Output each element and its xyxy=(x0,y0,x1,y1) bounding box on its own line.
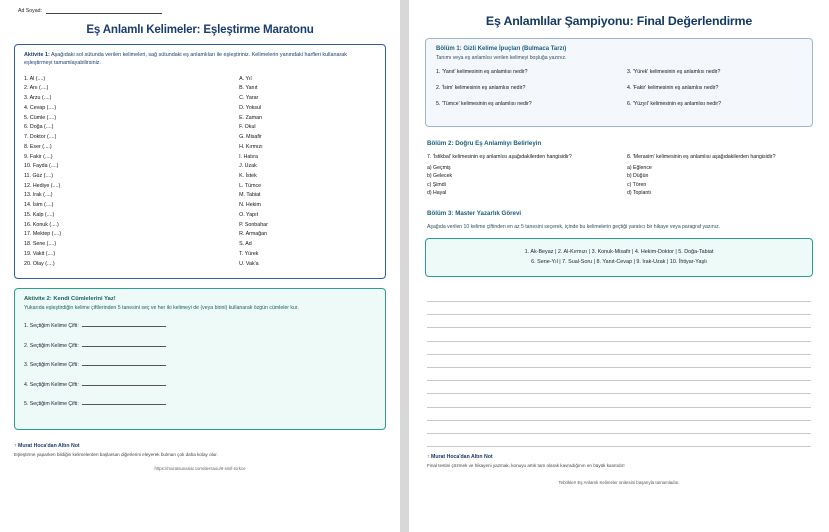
match-column-left xyxy=(24,75,221,270)
activity2-answer-line[interactable] xyxy=(82,380,166,386)
list-item[interactable]: 16. Konuk (....) xyxy=(24,221,59,228)
option-item[interactable]: b) Gelecek xyxy=(427,173,453,180)
word-bank-line: 6. Sene-Yıl | 7. Sual-Soru | 8. Yanıt-Cevap | 9. Irak-Uzak | 10. İhtiyar-Yaşlı xyxy=(531,259,707,266)
name-input-line[interactable] xyxy=(46,8,162,14)
writing-line[interactable] xyxy=(427,368,811,381)
activity2-item-label: 4. Seçtiğim Kelime Çifti: xyxy=(24,381,79,388)
question-block-7 xyxy=(427,154,611,197)
list-item[interactable]: U. Vak'a xyxy=(239,260,259,267)
activity1-instruction-text: Aşağıdaki sol sütunda verilen kelimeleri, sağ sütundaki eş anlamlıları ile eşleştiriniz. Kelimelerin yanındaki harfleri kullanarak eşleştirmeyi tamamlayabilirsiniz. xyxy=(24,52,347,66)
list-item[interactable]: K. İstek xyxy=(239,173,257,179)
section1-column-left xyxy=(436,69,611,117)
option-item[interactable]: b) Düğün xyxy=(627,173,649,180)
section3-title: Bölüm 3: Master Yazarlık Görevi xyxy=(427,210,522,218)
question-block-8 xyxy=(627,154,811,197)
question-item[interactable]: 3. 'Yürek' kelimesinin eş anlamlısı nedir? xyxy=(627,69,721,75)
list-item[interactable]: T. Yürek xyxy=(239,250,259,257)
list-item[interactable]: 12. Hediye (....) xyxy=(24,182,61,189)
golden-note-right xyxy=(425,454,813,468)
list-item[interactable]: 20. Olay (....) xyxy=(24,260,55,267)
section2-title: Bölüm 2: Doğru Eş Anlamlıyı Belirleyin xyxy=(427,140,542,147)
list-item[interactable]: P. Sonbahar xyxy=(239,221,268,228)
writing-line[interactable] xyxy=(427,355,811,368)
writing-line[interactable] xyxy=(427,408,811,421)
list-item[interactable]: 4. Cevap (....) xyxy=(24,104,57,111)
list-item[interactable]: A. Yıl xyxy=(239,75,252,82)
option-item[interactable]: a) Eğlence xyxy=(627,164,652,171)
page-title-right: Eş Anlamlılar Şampiyonu: Final Değerlendirme xyxy=(485,14,753,28)
activity2-answer-line[interactable] xyxy=(82,360,166,366)
writing-line[interactable] xyxy=(427,315,811,328)
activity2-panel xyxy=(14,288,386,429)
name-field-row xyxy=(18,8,386,14)
list-item[interactable]: 5. Cümle (....) xyxy=(24,114,57,121)
option-item[interactable]: d) Toplantı xyxy=(627,190,652,197)
list-item[interactable]: 19. Vakit (....) xyxy=(24,250,56,257)
activity1-instructions xyxy=(24,52,376,68)
list-item[interactable]: O. Yapıt xyxy=(239,211,259,218)
golden-note-title: ↑ Murat Hoca'dan Altın Not xyxy=(427,454,493,461)
golden-note-left xyxy=(14,443,386,457)
list-item[interactable]: J. Uzak xyxy=(239,163,257,170)
list-item[interactable]: 18. Sene (....) xyxy=(24,241,57,248)
activity2-item xyxy=(24,341,376,349)
section2-questions xyxy=(425,154,813,197)
writing-line[interactable] xyxy=(427,421,811,434)
question-item[interactable]: 6. 'Yüzyıl' kelimesinin eş anlamlısı nedir? xyxy=(627,101,721,107)
list-item[interactable]: D. Yoksul xyxy=(239,104,262,111)
list-item[interactable]: H. Kırmızı xyxy=(239,143,263,150)
list-item[interactable]: E. Zaman xyxy=(239,114,263,121)
golden-note-body: Final testini çözmek ve hikayeni yazmak, konuyu artık tam olarak kavradığının en büyük kanıtıdır! xyxy=(427,463,625,469)
option-item[interactable]: a) Geçmiş xyxy=(427,164,451,171)
list-item[interactable]: N. Hekim xyxy=(239,202,261,209)
writing-line[interactable] xyxy=(427,381,811,394)
question-item[interactable]: 5. 'Tümce' kelimesinin eş anlamlısı nedir? xyxy=(436,101,532,107)
list-item[interactable]: 15. Kalp (....) xyxy=(24,211,55,218)
list-item[interactable]: G. Misafir xyxy=(239,134,262,141)
activity2-item-label: 2. Seçtiğim Kelime Çifti: xyxy=(24,342,79,349)
list-item[interactable]: I. Hatıra xyxy=(239,153,258,160)
activity2-title: Aktivite 2: Kendi Cümlelerini Yaz! xyxy=(24,296,116,303)
writing-line[interactable] xyxy=(427,342,811,355)
page-title-left: Eş Anlamlı Kelimeler: Eşleştirme Maratonu xyxy=(86,23,314,36)
section1-instructions: Tanımı veya eş anlamlısı verilen kelimeyi boşluğa yazınız. xyxy=(436,55,567,61)
list-item[interactable]: L. Tümce xyxy=(239,182,262,189)
activity1-label: Aktivite 1: xyxy=(24,52,50,58)
list-item[interactable]: 6. Doğa (....) xyxy=(24,124,54,131)
activity1-panel xyxy=(14,44,386,279)
footer-url-left[interactable]: https://muratsunariar.com/dersaou/6-sinif-turkce xyxy=(154,465,246,471)
list-item[interactable]: 14. İsim (....) xyxy=(24,202,54,209)
activity2-answer-line[interactable] xyxy=(82,399,166,405)
golden-note-body: Eşleştirme yaparken bildiğin kelimelerden başlarsan diğerlerini eleyerek bulman çok daha kolay olur. xyxy=(14,451,218,457)
section1-questions xyxy=(436,69,802,117)
activity2-item xyxy=(24,360,376,368)
activity2-item-label: 1. Seçtiğim Kelime Çifti: xyxy=(24,323,79,330)
list-item[interactable]: 17. Mektep (....) xyxy=(24,231,62,238)
list-item[interactable]: 9. Fakir (....) xyxy=(24,153,53,160)
list-item[interactable]: M. Tabiat xyxy=(239,192,261,199)
activity2-answer-line[interactable] xyxy=(82,341,166,347)
question-item[interactable]: 2. 'İsim' kelimesinin eş anlamlısı nedir? xyxy=(436,85,526,91)
writing-line[interactable] xyxy=(427,302,811,315)
activity2-item xyxy=(24,399,376,407)
option-item[interactable]: c) Tören xyxy=(627,181,647,188)
word-bank-line: 1. Ak-Beyaz | 2. Al-Kırmızı | 3. Konuk-Misafir | 4. Hekim-Doktor | 5. Doğa-Tabiat xyxy=(524,248,714,255)
section1-panel xyxy=(425,38,813,127)
question-item[interactable]: 4. 'Fakir' kelimesinin eş anlamlısı nedir? xyxy=(627,85,719,91)
list-item[interactable]: B. Yanıt xyxy=(239,85,258,92)
list-item[interactable]: S. Ad xyxy=(239,241,252,248)
writing-line[interactable] xyxy=(427,434,811,447)
question-text: 7. 'İstikbal' kelimesinin eş anlamlısı aşağıdakilerden hangisidir? xyxy=(427,154,572,160)
activity2-item-label: 5. Seçtiğim Kelime Çifti: xyxy=(24,401,79,408)
list-item[interactable]: F. Okul xyxy=(239,124,256,131)
list-item[interactable]: 1. Al (....) xyxy=(24,75,46,82)
list-item[interactable]: 13. Irak (....) xyxy=(24,192,53,199)
word-bank-panel xyxy=(425,238,813,277)
writing-line[interactable] xyxy=(427,289,811,302)
activity2-answer-line[interactable] xyxy=(82,321,166,327)
worksheet-page-right xyxy=(409,0,829,532)
match-column-right xyxy=(227,75,376,270)
name-label: Ad Soyad: xyxy=(18,8,42,14)
activity2-instructions: Yukarıda eşleştirdiğin kelime çiftlerinden 5 tanesini seç ve her iki kelimeyi de (veya birini) kullanarak özgün cümleler kur. xyxy=(24,305,299,312)
section1-column-right xyxy=(627,69,802,117)
list-item[interactable]: 7. Doktor (....) xyxy=(24,134,57,141)
list-item[interactable]: C. Yarar xyxy=(239,95,259,102)
activity2-item xyxy=(24,380,376,388)
match-columns xyxy=(24,75,376,270)
golden-note-title: ↑ Murat Hoca'dan Altın Not xyxy=(14,442,80,449)
question-item[interactable]: 1. 'Yanıt' kelimesinin eş anlamlısı nedir? xyxy=(436,69,528,75)
list-item[interactable]: 3. Arzu (....) xyxy=(24,95,52,102)
option-item[interactable]: c) Şimdi xyxy=(427,181,446,188)
list-item[interactable]: R. Armağan xyxy=(239,231,268,238)
writing-line[interactable] xyxy=(427,328,811,341)
activity2-item-label: 3. Seçtiğim Kelime Çifti: xyxy=(24,362,79,369)
section3-instructions: Aşağıda verilen 10 kelime çiftinden en az 5 tanesini seçerek, içinde bu kelimelerin geçtiği yaratıcı bir hikaye veya paragraf yazınız. xyxy=(427,224,721,231)
activity2-item xyxy=(24,321,376,329)
writing-lines[interactable] xyxy=(425,289,813,447)
footer-right: Tebrikler! Eş Anlamlı Kelimeler ünitesini başarıyla tamamladın. xyxy=(558,480,680,486)
list-item[interactable]: 11. Güz (....) xyxy=(24,173,54,179)
section1-title: Bölüm 1: Gizli Kelime İpuçları (Bulmaca Tarzı) xyxy=(436,46,567,52)
list-item[interactable]: 2. Anı (....) xyxy=(24,85,49,92)
list-item[interactable]: 10. Fayda (....) xyxy=(24,163,59,170)
worksheet-page-left xyxy=(0,0,400,532)
list-item[interactable]: 8. Eser (....) xyxy=(24,143,52,150)
option-item[interactable]: d) Hayal xyxy=(427,190,447,197)
writing-line[interactable] xyxy=(427,394,811,407)
question-text: 8. 'Merasim' kelimesinin eş anlamlısı aşağıdakilerden hangisidir? xyxy=(627,154,776,160)
